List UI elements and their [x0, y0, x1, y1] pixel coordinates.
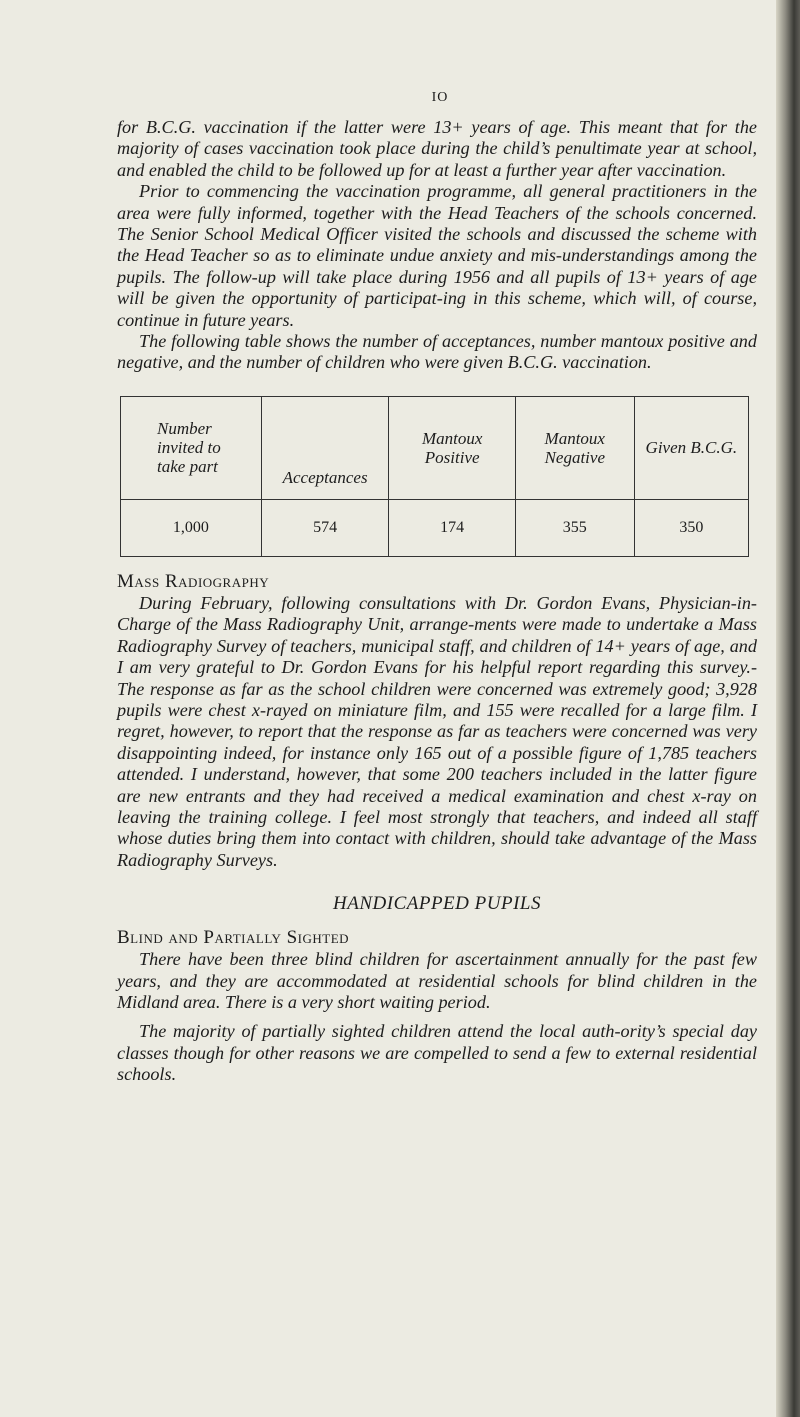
- mass-radiography-heading: Mass Radiography: [117, 570, 270, 592]
- cell-number-invited: 1,000: [121, 499, 262, 556]
- cell-given-bcg: 350: [634, 499, 748, 556]
- table-row: [121, 499, 749, 556]
- header-mantoux-negative: Mantoux Negative: [515, 396, 634, 499]
- header-mantoux-positive: Mantoux Positive: [389, 396, 515, 499]
- partially-sighted-paragraph: The majority of partially sighted children attend the local auth-ority’s special day classes though for other reasons we are compelled to send a few to external residential schools.: [117, 1021, 757, 1085]
- intro-paragraph-1: for B.C.G. vaccination if the latter were 13+ years of age. This meant that for the majority of cases vaccination took place during the child’s penultimate year at school, and enabled the child to be followed up for at least a further year after vaccination.: [117, 117, 757, 180]
- intro-paragraph-2: Prior to commencing the vaccination programme, all general practitioners in the area were fully informed, together with the Head Teachers of the schools concerned. The Senior School Medical Officer visited the schools and discussed the scheme with the Head Teacher so as to eliminate undue anxiety and mis-understandings among the pupils. The follow-up will take place during 1956 and all pupils of 13+ years of age will be given the opportunity of participat-ing in this scheme, which will, of course, continue in future years.: [117, 181, 757, 330]
- mass-radiography-paragraph: During February, following consultations with Dr. Gordon Evans, Physician-in-Charge of the Mass Radiography Unit, arrange-ments were made to undertake a Mass Radiography Survey of teachers, municipal staff, and children of 14+ years of age, and I am very grateful to Dr. Gordon Evans for his helpful report regarding this survey.- The response as far as the school children were concerned was extremely good; 3,928 pupils were chest x-rayed on miniature film, and 155 were recalled for a large film. I regret, however, to report that the response as far as teachers were concerned was very disappointing indeed, for instance only 165 out of a possible figure of 1,785 teachers attended. I understand, however, that some 200 teachers included in the latter figure are new entrants and they had received a medical examination and chest x-ray on leaving the training college. I feel most strongly that teachers, and indeed all staff whose duties bring them into contact with children, should take advantage of the Mass Radiography Surveys.: [117, 592, 757, 870]
- cell-mantoux-positive: 174: [389, 499, 515, 556]
- page-edge-shadow: [776, 0, 800, 1417]
- header-given-bcg: Given B.C.G.: [634, 396, 748, 499]
- intro-paragraph-3: The following table shows the number of acceptances, number mantoux positive and negative, and the number of children who were given B.C.G. vaccination.: [117, 331, 757, 373]
- page-body: [117, 117, 757, 1086]
- handicapped-pupils-heading: HANDICAPPED PUPILS: [333, 893, 541, 915]
- blind-sighted-subheading: Blind and Partially Sighted: [117, 927, 350, 949]
- table-header-row: [121, 396, 749, 499]
- page-number: IO: [431, 90, 449, 105]
- blind-paragraph: There have been three blind children for ascertainment annually for the past few years, and they are accommodated at residential schools for blind children in the Midland area. There is a very short waiting period.: [117, 949, 757, 1012]
- cell-mantoux-negative: 355: [515, 499, 634, 556]
- cell-acceptances: 574: [261, 499, 389, 556]
- header-number-invited: Number invited to take part: [121, 396, 262, 499]
- vaccination-table: [120, 396, 749, 557]
- header-acceptances: Acceptances: [261, 396, 389, 499]
